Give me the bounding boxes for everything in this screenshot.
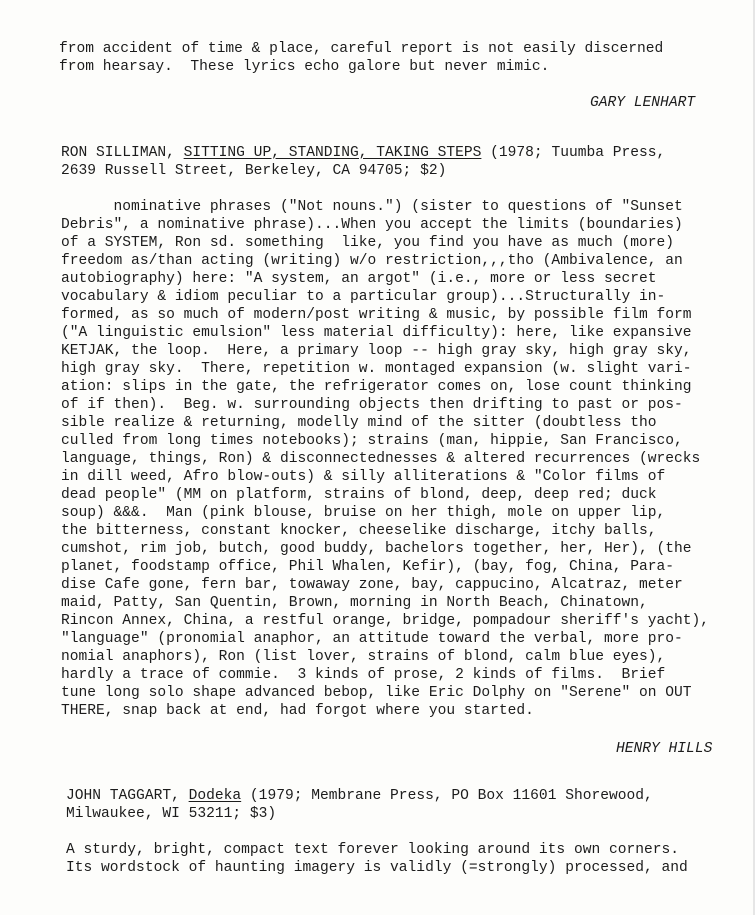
text-line: planet, foodstamp office, Phil Whalen, Kefir), (bay, fog, China, Para- [61,559,675,575]
book-author: RON SILLIMAN, [61,145,175,161]
text-line: A sturdy, bright, compact text forever looking around its own corners. [66,842,680,858]
text-line: Its wordstock of haunting imagery is validly (=strongly) processed, and [66,860,688,876]
publisher-info: (1978; Tuumba Press, [481,145,666,161]
silliman-review-body [61,198,751,720]
book-title: SITTING UP, STANDING, TAKING STEPS [183,145,482,161]
book-title: Dodeka [188,788,242,804]
book-author: JOHN TAGGART, [66,788,180,804]
silliman-citation [61,144,751,180]
text-line: of if then). Beg. w. surrounding objects then drifting to past or pos- [61,397,683,413]
text-line: cumshot, rim job, butch, good buddy, bachelors together, her, Her), (the [61,541,692,557]
text-line: Rincon Annex, China, a restful orange, bridge, pompadour sheriff's yacht), [61,613,710,629]
text-line: vocabulary & idiom peculiar to a particular group)...Structurally in- [61,289,666,305]
publisher-info: (1979; Membrane Press, PO Box 11601 Shorewood, [241,788,653,804]
text-line: in dill weed, Afro blow-outs) & silly alliterations & "Color films of [61,469,666,485]
text-line: dead people" (MM on platform, strains of blond, deep, deep red; duck [61,487,657,503]
text-line: freedom as/than acting (writing) w/o restriction,,,tho (Ambivalence, an [61,253,683,269]
citation-line-1 [61,144,751,162]
citation-line-1 [66,787,751,805]
previous-review-tail [59,40,749,76]
text-line: formed, as so much of modern/post writing & music, by possible film form [61,307,692,323]
text-line: nominative phrases ("Not nouns.") (sister to questions of "Sunset [61,199,683,215]
text-line: language, things, Ron) & disconnectednesses & altered recurrences (wrecks [61,451,701,467]
text-line: maid, Patty, San Quentin, Brown, morning in North Beach, Chinatown, [61,595,648,611]
text-line: hardly a trace of commie. 3 kinds of prose, 2 kinds of films. Brief [61,667,666,683]
text-line: high gray sky. There, repetition w. montaged expansion (w. slight vari- [61,361,692,377]
text-line: nomial anaphors), Ron (list lover, strains of blond, calm blue eyes), [61,649,666,665]
citation-line-2: Milwaukee, WI 53211; $3) [66,806,277,822]
text-line: from accident of time & place, careful report is not easily discerned [59,41,664,57]
text-line: Debris", a nominative phrase)...When you accept the limits (boundaries) [61,217,683,233]
reviewer-signature-henry-hills: HENRY HILLS [616,741,713,757]
text-line: KETJAK, the loop. Here, a primary loop -- high gray sky, high gray sky, [61,343,692,359]
text-line: of a SYSTEM, Ron sd. something like, you find you have as much (more) [61,235,675,251]
text-line: the bitterness, constant knocker, cheeselike discharge, itchy balls, [61,523,657,539]
text-line: from hearsay. These lyrics echo galore but never mimic. [59,59,550,75]
text-line: dise Cafe gone, fern bar, towaway zone, bay, cappucino, Alcatraz, meter [61,577,683,593]
text-line: culled from long times notebooks); strains (man, hippie, San Francisco, [61,433,683,449]
text-line: THERE, snap back at end, had forgot where you started. [61,703,534,719]
citation-line-2: 2639 Russell Street, Berkeley, CA 94705; $2) [61,163,447,179]
text-line: "language" (pronomial anaphor, an attitude toward the verbal, more pro- [61,631,683,647]
text-line: soup) &&&. Man (pink blouse, bruise on her thigh, mole on upper lip, [61,505,666,521]
text-line: tune long solo shape advanced bebop, like Eric Dolphy on "Serene" on OUT [61,685,692,701]
taggart-review-body [66,841,751,877]
text-line: ation: slips in the gate, the refrigerator comes on, lose count thinking [61,379,692,395]
text-line: autobiography) here: "A system, an argot" (i.e., more or less secret [61,271,657,287]
text-line: ("A linguistic emulsion" less material difficulty): here, like expansive [61,325,692,341]
reviewer-signature-gary-lenhart: GARY LENHART [590,95,696,111]
taggart-citation [66,787,751,823]
text-line: sible realize & returning, modelly mind of the sitter (doubtless tho [61,415,657,431]
